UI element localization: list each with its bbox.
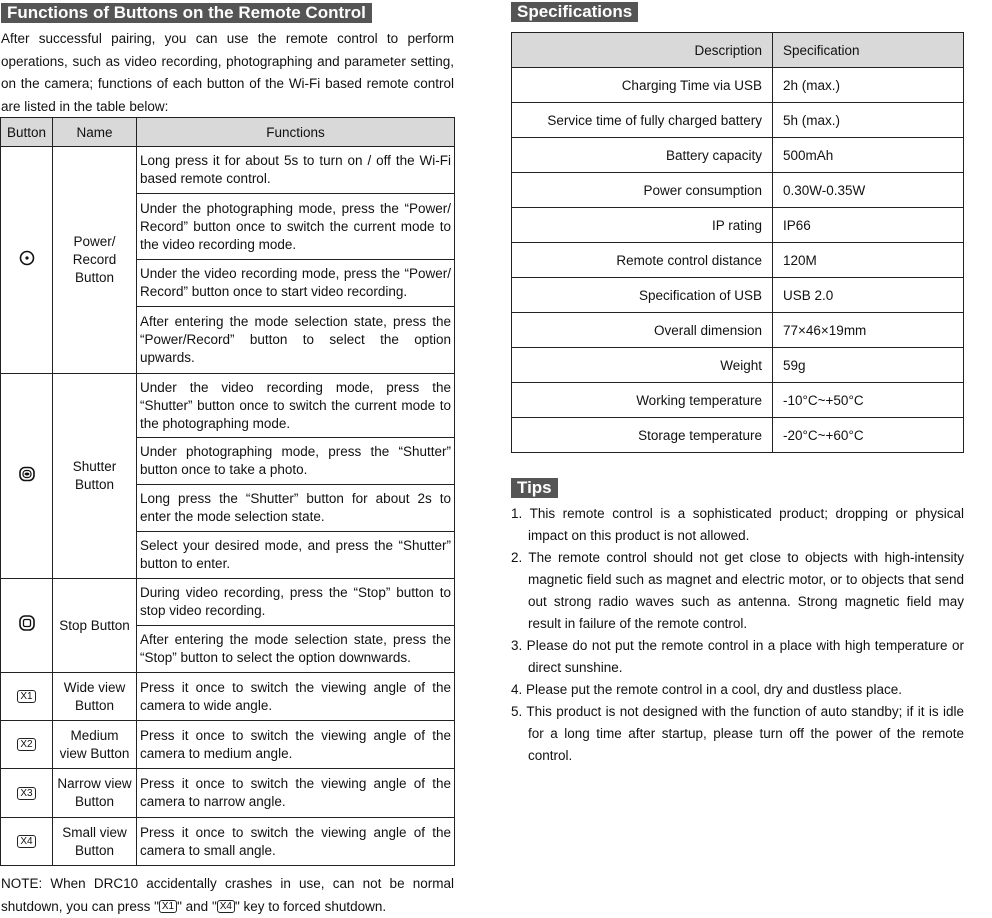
x1-key-icon: X1 <box>159 900 177 913</box>
button-name: Wide view Button <box>53 673 137 721</box>
specs-table <box>511 32 964 453</box>
x1-key-label: X1 <box>17 690 35 703</box>
x3-key-label: X3 <box>17 787 35 800</box>
spec-row <box>512 68 964 103</box>
button-function: Press it once to switch the viewing angle of the camera to small angle. <box>137 818 455 866</box>
specs-title: Specifications <box>511 2 638 22</box>
spec-description: Remote control distance <box>512 243 773 278</box>
shutter-icon <box>1 374 53 579</box>
spec-value: -20°C~+60°C <box>773 418 964 453</box>
functions-title: Functions of Buttons on the Remote Control <box>1 3 372 23</box>
button-function: Press it once to switch the viewing angle of the camera to medium angle. <box>137 721 455 769</box>
table-row <box>1 818 455 866</box>
spec-value: USB 2.0 <box>773 278 964 313</box>
button-function: During video recording, press the “Stop” button to stop video recording. <box>137 579 455 626</box>
button-name: Stop Button <box>53 579 137 673</box>
spec-row <box>512 243 964 278</box>
tip-item: 1. This remote control is a sophisticated product; dropping or physical impact on this product is not allowed. <box>511 506 964 543</box>
button-function: After entering the mode selection state, press the “Stop” button to select the option downwards. <box>137 626 455 673</box>
table-row <box>1 374 455 438</box>
table-row <box>1 769 455 818</box>
spec-row <box>512 173 964 208</box>
spec-description: Working temperature <box>512 383 773 418</box>
table-row <box>1 673 455 721</box>
x2-key-label: X2 <box>17 738 35 751</box>
button-name: Medium view Button <box>53 721 137 769</box>
table-row <box>1 147 455 194</box>
button-function: Under the video recording mode, press the “Shutter” button once to switch the current mode to the photographing mode. <box>137 374 455 438</box>
button-name: Small view Button <box>53 818 137 866</box>
header-name: Name <box>53 118 137 147</box>
spec-row <box>512 418 964 453</box>
tips-title: Tips <box>511 478 558 498</box>
button-name: Narrow view Button <box>53 769 137 818</box>
tip-item: 5. This product is not designed with the function of auto standby; if it is idle for a long time after startup, please turn off the power of the remote control. <box>511 704 964 763</box>
spec-description: Specification of USB <box>512 278 773 313</box>
spec-row <box>512 313 964 348</box>
functions-table <box>0 117 455 866</box>
button-function: Long press it for about 5s to turn on / off the Wi-Fi based remote control. <box>137 147 455 194</box>
spec-value: 0.30W-0.35W <box>773 173 964 208</box>
stop-icon <box>1 579 53 673</box>
spec-description: Storage temperature <box>512 418 773 453</box>
spec-value: 120M <box>773 243 964 278</box>
spec-row <box>512 138 964 173</box>
spec-row <box>512 278 964 313</box>
header-specification: Specification <box>773 33 964 68</box>
button-function: Press it once to switch the viewing angle of the camera to wide angle. <box>137 673 455 721</box>
button-function: Long press the “Shutter” button for about 2s to enter the mode selection state. <box>137 485 455 532</box>
x4-key-label: X4 <box>17 835 35 848</box>
table-row <box>1 579 455 626</box>
button-name: Power/ Record Button <box>53 147 137 374</box>
spec-row <box>512 383 964 418</box>
tip-item: 4. Please put the remote control in a cool, dry and dustless place. <box>511 682 902 697</box>
spec-description: Weight <box>512 348 773 383</box>
spec-description: Power consumption <box>512 173 773 208</box>
tips-list <box>511 503 964 767</box>
spec-value: 500mAh <box>773 138 964 173</box>
power-record-icon <box>1 147 53 374</box>
note-text: NOTE: When DRC10 accidentally crashes in use, can not be normal shutdown, you can press " X1 " and " X4 " key to forced shutdown. <box>1 876 454 914</box>
button-function: Under the photographing mode, press the “Power/ Record” button once to switch the current mode to the video recording mode. <box>137 194 455 260</box>
spec-row <box>512 348 964 383</box>
spec-row <box>512 103 964 138</box>
tip-item: 3. Please do not put the remote control in a place with high temperature or direct sunshine. <box>511 638 964 675</box>
spec-description: Charging Time via USB <box>512 68 773 103</box>
spec-row <box>512 208 964 243</box>
button-function: Under the video recording mode, press the “Power/ Record” button once to start video recording. <box>137 260 455 307</box>
button-function: After entering the mode selection state, press the “Power/Record” button to select the option upwards. <box>137 307 455 374</box>
tip-item: 2. The remote control should not get close to objects with high-intensity magnetic field such as magnet and electric motor, or to objects that send out strong radio waves such as antenna. Strong magnetic field may result in failure of the remote control. <box>511 550 964 631</box>
intro-text: After successful pairing, you can use the remote control to perform operations, such as video recording, photographing and parameter setting, on the camera; functions of each button of the Wi-Fi based remote control are listed in the table below: <box>1 31 454 114</box>
x1-key-icon <box>1 673 53 721</box>
spec-value: IP66 <box>773 208 964 243</box>
spec-description: IP rating <box>512 208 773 243</box>
spec-description: Battery capacity <box>512 138 773 173</box>
button-function: Select your desired mode, and press the “Shutter” button to enter. <box>137 532 455 579</box>
spec-description: Service time of fully charged battery <box>512 103 773 138</box>
header-functions: Functions <box>137 118 455 147</box>
spec-value: -10°C~+50°C <box>773 383 964 418</box>
header-description: Description <box>512 33 773 68</box>
spec-description: Overall dimension <box>512 313 773 348</box>
spec-value: 5h (max.) <box>773 103 964 138</box>
button-function: Press it once to switch the viewing angle of the camera to narrow angle. <box>137 769 455 818</box>
x4-key-icon: X4 <box>217 900 235 913</box>
table-row <box>1 721 455 769</box>
spec-value: 77×46×19mm <box>773 313 964 348</box>
button-name: Shutter Button <box>53 374 137 579</box>
x4-key-icon <box>1 818 53 866</box>
spec-value: 2h (max.) <box>773 68 964 103</box>
header-button: Button <box>1 118 53 147</box>
spec-value: 59g <box>773 348 964 383</box>
x2-key-icon <box>1 721 53 769</box>
button-function: Under photographing mode, press the “Shutter” button once to take a photo. <box>137 438 455 485</box>
x3-key-icon <box>1 769 53 818</box>
